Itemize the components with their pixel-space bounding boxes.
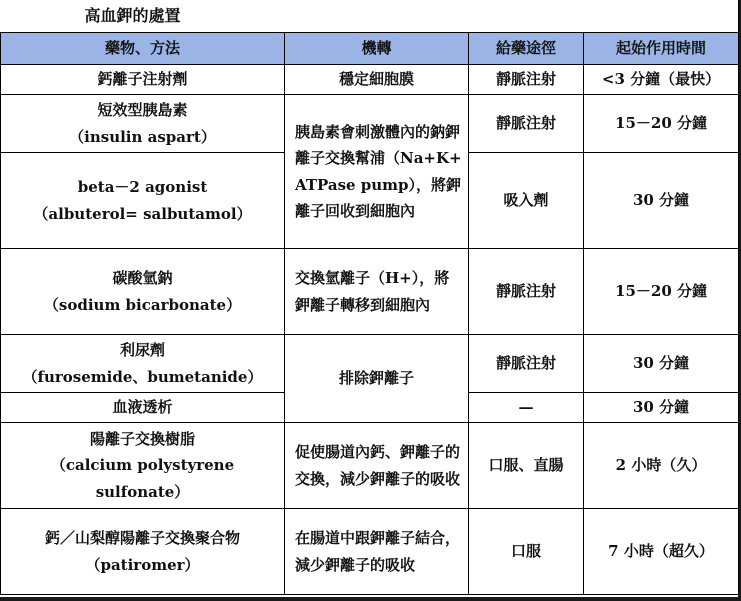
header-drug: 藥物、方法 (1, 33, 285, 65)
cell-onset: <3 分鐘（最快） (584, 65, 739, 95)
drug-generic: （albuterol= salbutamol） (33, 204, 252, 223)
cell-onset: 30 分鐘 (584, 393, 739, 423)
table-row (1, 509, 739, 595)
cell-onset: 15－20 分鐘 (584, 95, 739, 153)
drug-generic: （sodium bicarbonate） (43, 295, 242, 314)
cell-mechanism: 交換氫離子（H+），將鉀離子轉移到細胞內 (285, 249, 469, 335)
cell-drug (1, 509, 285, 595)
cell-drug (1, 423, 285, 509)
cell-route: 吸入劑 (469, 153, 584, 249)
drug-name: 鈣／山梨醇陽離子交換聚合物 (44, 529, 240, 547)
cell-drug (1, 249, 285, 335)
table-row (1, 65, 739, 95)
table-title-row (1, 0, 739, 33)
drug-name: 陽離子交換樹脂 (89, 429, 195, 448)
cell-drug (1, 335, 285, 393)
cell-mechanism: 在腸道中跟鉀離子結合，減少鉀離子的吸收 (285, 509, 469, 595)
cell-route: — (469, 393, 584, 423)
table-row (1, 95, 739, 153)
header-mechanism: 機轉 (285, 33, 469, 65)
cell-drug (1, 95, 285, 153)
header-route: 給藥途徑 (469, 33, 584, 65)
cell-route: 靜脈注射 (469, 95, 584, 153)
drug-generic: （calcium polystyrene sulfonate） (50, 456, 235, 501)
cell-onset: 30 分鐘 (584, 335, 739, 393)
cell-route: 口服、直腸 (469, 423, 584, 509)
cell-mechanism: 穩定細胞膜 (285, 65, 469, 95)
cell-mechanism: 促使腸道內鈣、鉀離子的交換，減少鉀離子的吸收 (285, 423, 469, 509)
cell-onset: 2 小時（久） (584, 423, 739, 509)
cell-onset: 7 小時（超久） (584, 509, 739, 595)
table-title: 高血鉀的處置 (1, 0, 739, 33)
drug-generic: （furosemide、bumetanide） (22, 367, 263, 386)
cell-mechanism: 胰島素會刺激體內的鈉鉀離子交換幫浦（Na+K+ ATPase pump），將鉀離子回收到細胞內 (285, 95, 469, 249)
cell-drug: 鈣離子注射劑 (1, 65, 285, 95)
cell-drug: 血液透析 (1, 393, 285, 423)
cell-route: 靜脈注射 (469, 65, 584, 95)
drug-name: 碳酸氫鈉 (112, 269, 173, 287)
table-row (1, 423, 739, 509)
cell-mechanism: 排除鉀離子 (285, 335, 469, 423)
table-row (1, 249, 739, 335)
cell-route: 口服 (469, 509, 584, 595)
cell-onset: 30 分鐘 (584, 153, 739, 249)
cell-route: 靜脈注射 (469, 335, 584, 393)
drug-name: 利尿劑 (119, 341, 165, 359)
table-row (1, 335, 739, 393)
drug-generic: （patiromer） (85, 555, 200, 574)
drug-name: 短效型胰島素 (97, 101, 188, 119)
cell-route: 靜脈注射 (469, 249, 584, 335)
cell-drug (1, 153, 285, 249)
header-row (1, 33, 739, 65)
cell-onset: 15－20 分鐘 (584, 249, 739, 335)
header-onset: 起始作用時間 (584, 33, 739, 65)
drug-name: beta－2 agonist (77, 178, 208, 196)
drug-generic: （insulin aspart） (69, 127, 216, 146)
